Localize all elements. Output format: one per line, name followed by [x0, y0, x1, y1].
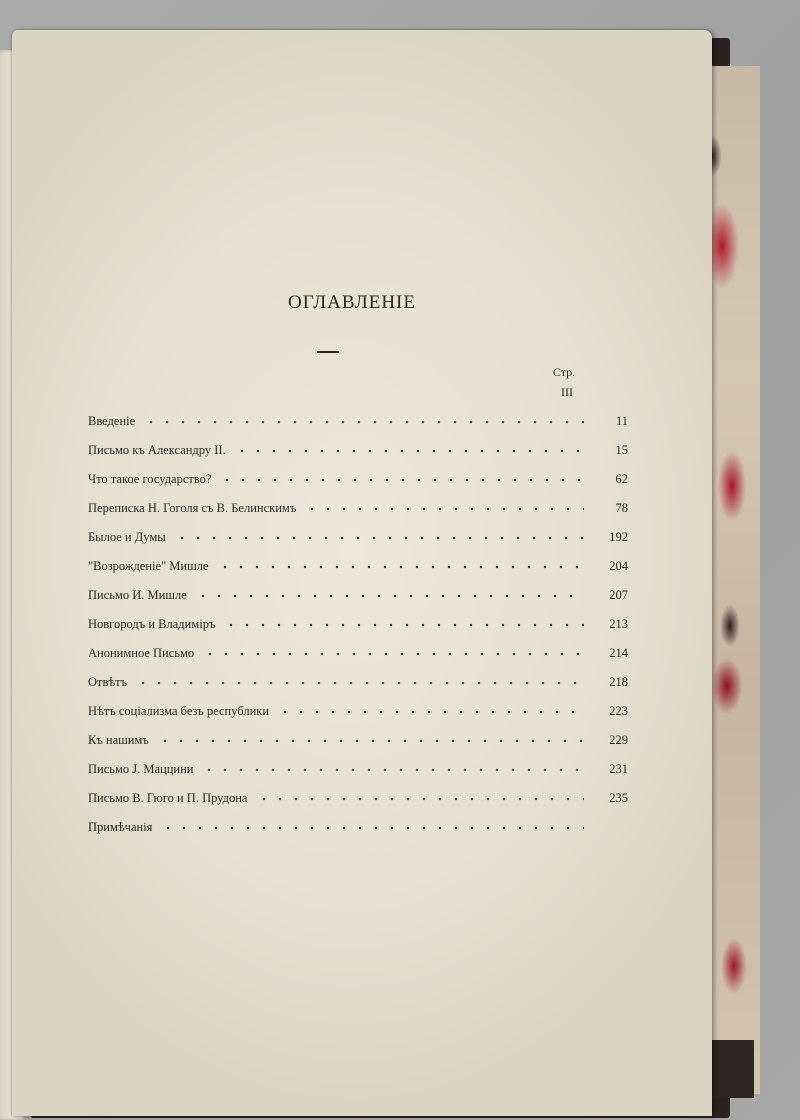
toc-entry-title: Письмо И. Мишле — [88, 588, 187, 602]
toc-entry — [88, 806, 628, 835]
toc-entry-title: Введенiе — [88, 414, 136, 428]
toc-entry — [88, 777, 628, 806]
book-page — [12, 30, 712, 1116]
dot-leader — [217, 564, 584, 570]
toc-entry-title: Что такое государство? — [88, 472, 212, 486]
dot-leader — [234, 448, 584, 454]
toc-entry-page: 231 — [609, 762, 628, 776]
toc-entry-page: 213 — [609, 617, 628, 631]
toc-entry-title: Новгородъ и Владимiръ — [88, 617, 216, 631]
dot-leader — [195, 593, 584, 599]
toc-entry-page: 62 — [615, 472, 628, 486]
toc-entry — [88, 516, 628, 545]
dot-leader — [256, 796, 585, 802]
toc-entry — [88, 719, 628, 748]
toc-entry-page: 214 — [609, 646, 628, 660]
toc-entry — [88, 487, 628, 516]
toc-entry-title: Былое и Думы — [88, 530, 166, 544]
toc-entry-page: 223 — [609, 704, 628, 718]
title-divider — [317, 351, 339, 353]
toc-entry-title: Письмо къ Александру II. — [88, 443, 226, 457]
toc-entry-page: 235 — [609, 791, 628, 805]
toc-entry-page: 11 — [615, 414, 628, 428]
toc-entry-title: Къ нашимъ — [88, 733, 149, 747]
dot-leader — [135, 680, 584, 686]
page-title: ОГЛАВЛЕНIЕ — [288, 292, 416, 313]
toc-entry-title: Отвѣтъ — [88, 675, 128, 689]
dot-leader — [174, 535, 584, 541]
dot-leader — [223, 622, 584, 628]
toc-entry-page: 207 — [609, 588, 628, 602]
toc-entry — [88, 632, 628, 661]
toc-entry-page: 229 — [609, 733, 628, 747]
toc-entry — [88, 574, 628, 603]
dot-leader — [160, 825, 584, 831]
toc-entry — [88, 545, 628, 574]
intro-page-number: III — [561, 385, 573, 399]
toc-entry-title: Анонимное Письмо — [88, 646, 195, 660]
dot-leader — [304, 506, 584, 512]
dot-leader — [277, 709, 584, 715]
toc-entry-title: "Возрожденiе" Мишле — [88, 559, 209, 573]
toc-entry-title: Нѣтъ соцiализма безъ республики — [88, 704, 270, 718]
toc-entry-page: 15 — [615, 443, 628, 457]
toc-entry — [88, 400, 628, 429]
toc-entry-page: 204 — [609, 559, 628, 573]
dot-leader — [157, 738, 584, 744]
toc-entry — [88, 458, 628, 487]
toc-entry — [88, 690, 628, 719]
toc-entry-page: 78 — [615, 501, 628, 515]
table-of-contents — [88, 400, 628, 835]
dot-leader — [219, 477, 584, 483]
toc-entry-title: Письмо J. Маццини — [88, 762, 194, 776]
toc-entry — [88, 748, 628, 777]
toc-entry — [88, 661, 628, 690]
toc-entry-title: Примѣчанiя — [88, 820, 153, 834]
toc-entry-page: 218 — [609, 675, 628, 689]
dot-leader — [202, 651, 584, 657]
toc-entry — [88, 429, 628, 458]
toc-entry-title: Письмо В. Гюго и П. Прудона — [88, 791, 248, 805]
toc-entry-page: 192 — [609, 530, 628, 544]
toc-entry-title: Переписка Н. Гоголя съ В. Белинскимъ — [88, 501, 297, 515]
dot-leader — [143, 419, 584, 425]
dot-leader — [201, 767, 584, 773]
toc-entry — [88, 603, 628, 632]
page-column-label: Стр. — [552, 365, 576, 379]
